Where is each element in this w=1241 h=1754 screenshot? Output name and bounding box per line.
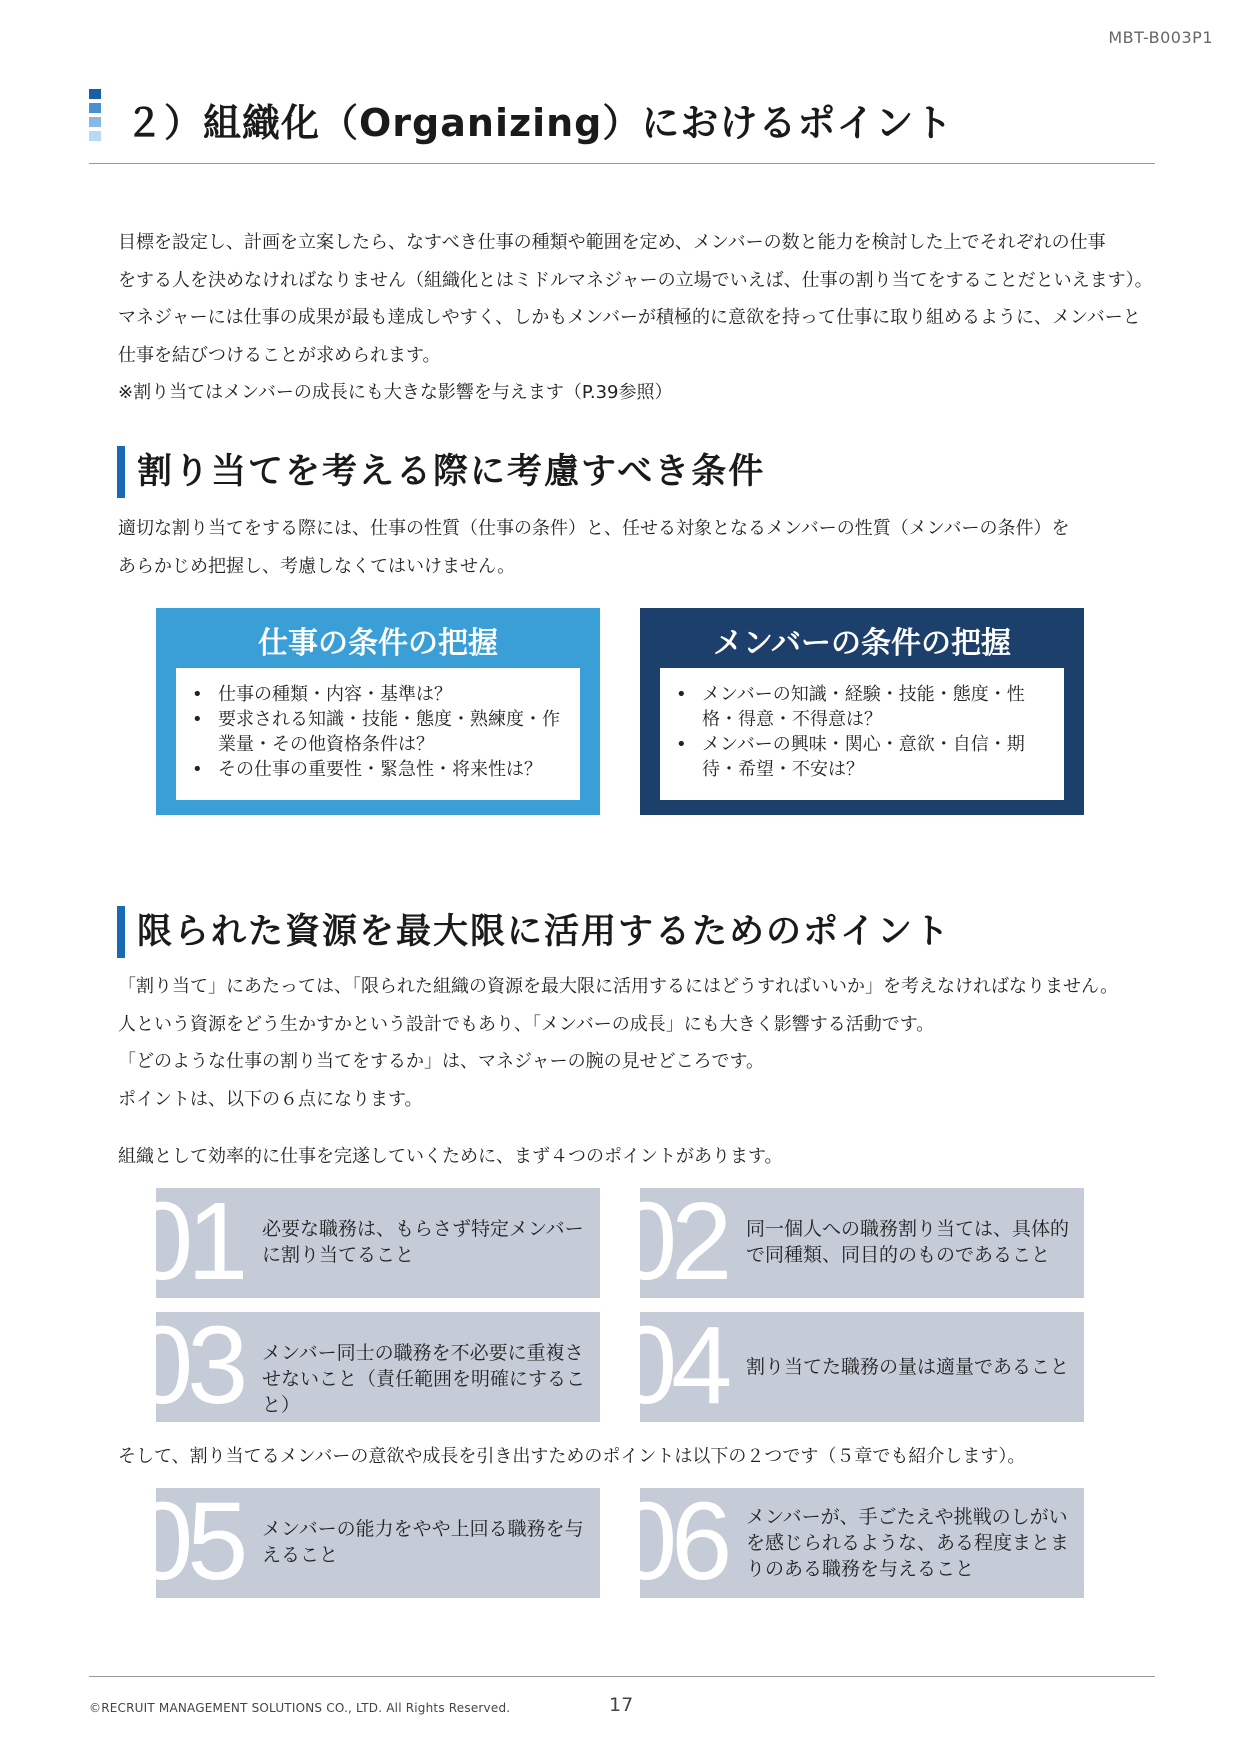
bullet-icon: • [192,759,203,780]
title-block [89,86,1155,164]
resources-line: ポイントは、以下の６点になります。 [118,1088,423,1110]
list-item: • メンバーの興味・関心・意欲・自信・期待・希望・不安は？ [676,734,1025,780]
point-card-01 [132,1180,600,1303]
section-heading-resources: 限られた資源を最大限に活用するためのポイント [117,906,951,958]
intro-line: 仕事を結びつけることが求められます。 [118,344,441,366]
point-number: 01 [132,1180,243,1303]
resources-line: 人という資源をどう生かすかという設計でもあり、「メンバーの成長」にも大きく影響する活動です。 [118,1013,935,1035]
point-number: 02 [616,1180,727,1303]
footer-divider [89,1676,1155,1677]
list-item: • 仕事の種類・内容・基準は？ [192,684,452,705]
list-item: • その仕事の重要性・緊急性・将来性は？ [192,759,542,780]
document-code: MBT-B003P1 [1108,28,1213,47]
conditions-paragraph [118,510,1138,585]
point-number: 05 [132,1480,243,1603]
bullet-icon: • [192,709,203,730]
point-text: 必要な職務は、もらさず特定メンバーに割り当てること [262,1218,584,1266]
point-text: メンバー同士の職務を不必要に重複させないこと（責任範囲を明確にすること） [262,1342,586,1416]
member-conditions-box [640,608,1084,815]
point-text: 割り当てた職務の量は適量であること [746,1356,1070,1378]
conditions-line: あらかじめ把握し、考慮しなくてはいけません。 [118,555,516,577]
intro-paragraph [118,224,1153,412]
list-item: • メンバーの知識・経験・技能・態度・性格・得意・不得意は？ [676,684,1025,730]
resources-line: 「どのような仕事の割り当てをするか」は、マネジャーの腕の見せどころです。 [118,1051,765,1072]
resources-line: 「割り当て」にあたっては、「限られた組織の資源を最大限に活用するにはどうすればいいか」を考えなければなりません。 [118,976,1119,997]
intro-line: ※割り当てはメンバーの成長にも大きな影響を与えます（P.39参照） [118,382,673,403]
member-conditions-list [660,668,1064,800]
intro-line: 目標を設定し、計画を立案したら、なすべき仕事の種類や範囲を定め、メンバーの数と能力を検討した上でそれぞれの仕事 [118,232,1106,253]
page-number: 17 [609,1694,634,1716]
bullet-icon: • [676,734,687,755]
job-conditions-box [156,608,600,815]
point-card-02 [616,1180,1084,1303]
footer-copyright: ©RECRUIT MANAGEMENT SOLUTIONS CO., LTD. All Rights Reserved. [89,1701,511,1715]
resources-paragraph [118,968,1138,1118]
conditions-line: 適切な割り当てをする際には、仕事の性質（仕事の条件）と、任せる対象となるメンバーの性質（メンバーの条件）を [118,518,1070,539]
point-card-04 [616,1304,1084,1427]
points-lead-1: 組織として効率的に仕事を完遂していくために、まず４つのポイントがあります。 [118,1146,783,1167]
job-conditions-list [176,668,580,800]
point-number: 04 [616,1304,727,1427]
intro-line: マネジャーには仕事の成果が最も達成しやすく、しかもメンバーが積極的に意欲を持って仕事に取り組めるように、メンバーと [118,307,1141,328]
bullet-icon: • [676,684,687,705]
point-card-06 [616,1480,1084,1603]
list-item: • 要求される知識・技能・態度・熟練度・作業量・その他資格条件は？ [192,709,560,755]
bullet-icon: • [192,684,203,705]
point-number: 03 [132,1304,243,1427]
intro-line: をする人を決めなければなりません（組織化とはミドルマネジャーの立場でいえば、仕事の割り当てをすることだといえます）。 [118,269,1153,291]
member-conditions-title: メンバーの条件の把握 [713,626,1011,661]
point-text: 同一個人への職務割り当ては、具体的で同種類、同目的のものであること [746,1218,1070,1266]
section-heading-conditions: 割り当てを考える際に考慮すべき条件 [117,446,765,498]
title-bars-icon [89,89,101,145]
point-card-03 [132,1304,600,1427]
page-title: ２）組織化（Organizing）におけるポイント [125,101,954,145]
point-text: メンバーの能力をやや上回る職務を与えること [262,1518,584,1566]
point-card-05 [132,1480,600,1603]
points-lead-2: そして、割り当てるメンバーの意欲や成長を引き出すためのポイントは以下の２つです（５章でも紹介します）。 [118,1446,1026,1467]
point-text: メンバーが、手ごたえや挑戦のしがいを感じられるような、ある程度まとまりのある職務を与えること [746,1506,1070,1580]
point-number: 06 [616,1480,727,1603]
job-conditions-title: 仕事の条件の把握 [258,626,498,661]
